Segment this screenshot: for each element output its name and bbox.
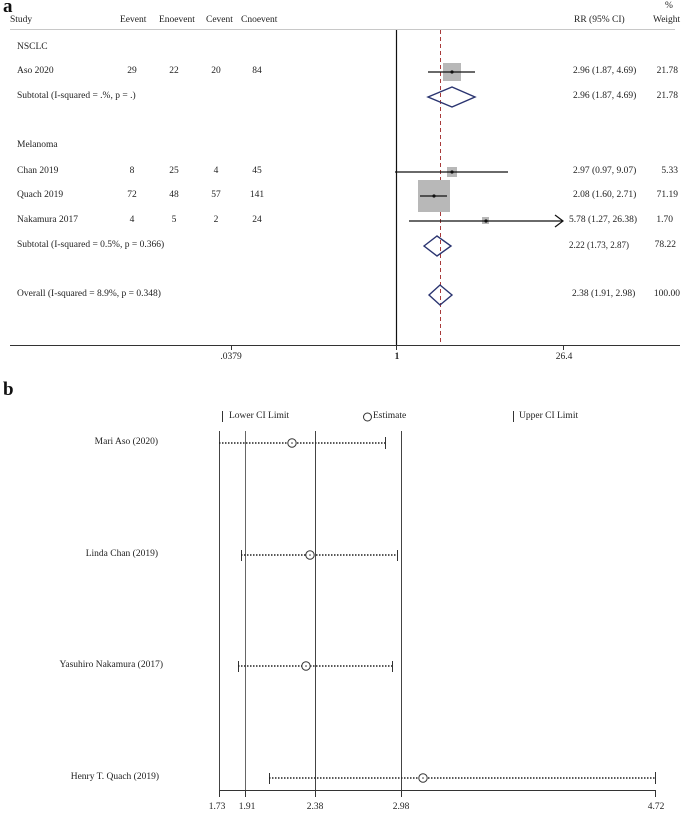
header-weight: Weight xyxy=(653,15,681,25)
enoevent: 22 xyxy=(169,66,179,76)
study-name: Chan 2019 xyxy=(17,166,59,176)
axis-a-tick-label: 26.4 xyxy=(555,352,573,362)
weight: 71.19 xyxy=(656,190,678,200)
eevent: 29 xyxy=(127,66,137,76)
weight: 1.70 xyxy=(656,215,673,225)
overall-label: Overall (I-squared = 8.9%, p = 0.348) xyxy=(17,289,161,299)
axis-b-tick-label: 4.72 xyxy=(647,802,665,812)
weight: 100.00 xyxy=(653,289,680,299)
cnoevent: 84 xyxy=(252,66,262,76)
rr-ci: 2.22 (1.73, 2.87) xyxy=(569,240,629,250)
cnoevent: 45 xyxy=(252,166,262,176)
enoevent: 5 xyxy=(171,215,177,225)
legend-lower-ci: Lower CI Limit xyxy=(229,411,290,421)
rr-ci: 2.08 (1.60, 2.71) xyxy=(573,190,637,200)
header-study: Study xyxy=(10,15,33,25)
study-name: Quach 2019 xyxy=(17,190,64,200)
group-label-melanoma: Melanoma xyxy=(17,140,58,150)
header-cnoevent: Cnoevent xyxy=(241,15,278,25)
eevent: 72 xyxy=(127,190,137,200)
legend-estimate: Estimate xyxy=(373,411,407,421)
panel-b-label: b xyxy=(3,379,14,400)
rr-ci: 2.96 (1.87, 4.69) xyxy=(573,66,637,76)
study-label: Yasuhiro Nakamura (2017) xyxy=(59,660,163,670)
rr-ci: 2.97 (0.97, 9.07) xyxy=(573,166,637,176)
enoevent: 25 xyxy=(169,166,179,176)
header-enoevent: Enoevent xyxy=(159,15,195,25)
legend-upper-ci: Upper CI Limit xyxy=(519,411,579,421)
rr-ci: 5.78 (1.27, 26.38) xyxy=(569,215,638,225)
weight: 21.78 xyxy=(656,66,678,76)
study-name: Nakamura 2017 xyxy=(17,215,78,225)
panel-a-label: a xyxy=(3,0,13,17)
axis-a-tick-label: .0379 xyxy=(220,352,242,362)
study-label: Henry T. Quach (2019) xyxy=(70,772,159,782)
cevent: 4 xyxy=(213,166,219,176)
eevent: 8 xyxy=(129,166,135,176)
eevent: 4 xyxy=(129,215,135,225)
study-name: Aso 2020 xyxy=(17,66,54,76)
subtotal-label: Subtotal (I-squared = 0.5%, p = 0.366) xyxy=(17,240,165,250)
cevent: 57 xyxy=(211,190,221,200)
rr-ci: 2.96 (1.87, 4.69) xyxy=(573,91,637,101)
weight: 5.33 xyxy=(661,166,678,176)
study-label: Mari Aso (2020) xyxy=(94,437,158,447)
cnoevent: 24 xyxy=(252,215,262,225)
weight: 78.22 xyxy=(654,240,676,250)
subtotal-label: Subtotal (I-squared = .%, p = .) xyxy=(17,91,136,101)
cnoevent: 141 xyxy=(249,190,265,200)
enoevent: 48 xyxy=(169,190,179,200)
axis-b-tick-label: 1.91 xyxy=(238,802,256,812)
rr-ci: 2.38 (1.91, 2.98) xyxy=(572,289,636,299)
weight: 21.78 xyxy=(656,91,678,101)
header-cevent: Cevent xyxy=(206,15,233,25)
axis-b-tick-label: 2.38 xyxy=(306,802,324,812)
header-rr: RR (95% CI) xyxy=(574,15,625,25)
header-weight-pct: % xyxy=(665,1,673,11)
axis-b-tick-label: 2.98 xyxy=(392,802,410,812)
header-eevent: Eevent xyxy=(120,15,147,25)
group-label-nsclc: NSCLC xyxy=(17,42,48,52)
cevent: 20 xyxy=(211,66,221,76)
cevent: 2 xyxy=(213,215,219,225)
axis-b-tick-label: 1.73 xyxy=(208,802,226,812)
axis-a-tick-label: 1 xyxy=(394,352,400,362)
study-label: Linda Chan (2019) xyxy=(85,549,158,559)
